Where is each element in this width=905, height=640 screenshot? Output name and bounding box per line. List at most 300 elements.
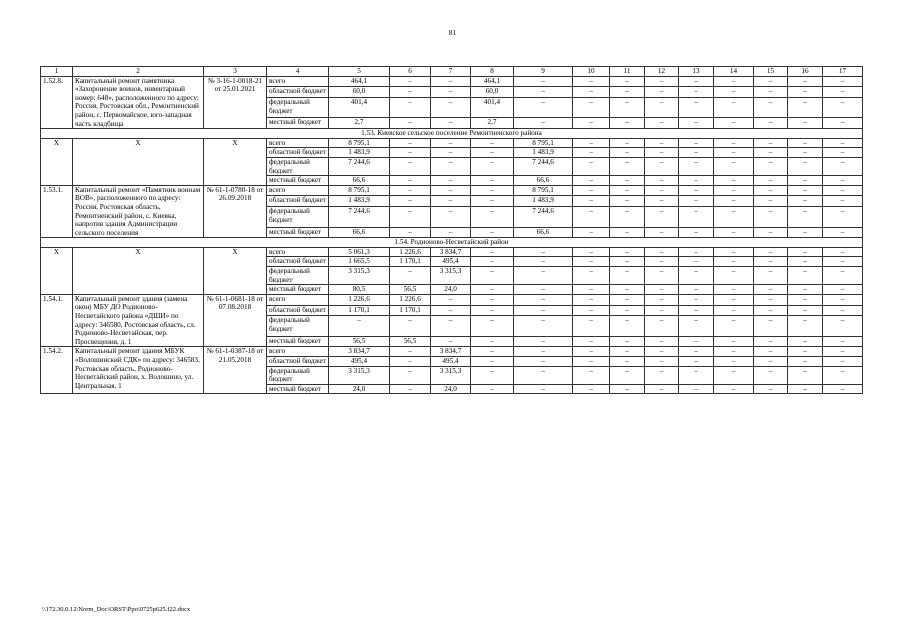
item-document: № 3-16-1-0018-21 от 25.01.2021	[204, 76, 267, 129]
column-number: 14	[714, 67, 754, 77]
amount-cell: –	[610, 285, 645, 295]
amount-cell: –	[573, 357, 610, 367]
amount-cell: –	[610, 227, 645, 238]
funding-source: федеральный бюджет	[267, 267, 329, 285]
amount-cell: 56,5	[329, 336, 390, 347]
column-number: 8	[471, 67, 514, 77]
amount-cell: –	[788, 357, 823, 367]
amount-cell: 66,6	[514, 227, 573, 238]
funding-source: федеральный бюджет	[267, 207, 329, 227]
funding-source: всего	[267, 76, 329, 87]
item-name: Капитальный ремонт здания (замена окон) МБУ ДО Родионово-Несветайского района «ДШИ» по адресу: 346580, Ростовская область, сл. Родионово-Несветайская, пер. Просвещения, д. 1	[73, 294, 204, 347]
amount-cell: –	[610, 185, 645, 196]
amount-cell: –	[714, 336, 754, 347]
amount-cell: –	[573, 316, 610, 336]
amount-cell: –	[471, 196, 514, 207]
amount-cell: –	[471, 305, 514, 316]
amount-cell: –	[471, 357, 514, 367]
amount-cell: –	[610, 294, 645, 305]
column-number: 9	[514, 67, 573, 77]
amount-cell: –	[390, 207, 431, 227]
amount-cell: –	[390, 196, 431, 207]
section-row	[41, 129, 863, 139]
amount-cell: –	[471, 247, 514, 257]
amount-cell: –	[645, 294, 679, 305]
amount-cell: –	[754, 118, 788, 129]
amount-cell: –	[390, 148, 431, 158]
amount-cell: –	[610, 118, 645, 129]
item-document: № 61-1-0387-18 от 21.05.2018	[204, 347, 267, 394]
amount-cell: –	[714, 257, 754, 267]
amount-cell: –	[714, 247, 754, 257]
amount-cell: –	[754, 227, 788, 238]
funding-source: федеральный бюджет	[267, 316, 329, 336]
section-title: 1.53. Киевское сельское поселение Ремонтненского района	[41, 129, 863, 139]
funding-source: федеральный бюджет	[267, 98, 329, 118]
amount-cell: 3 834,7	[431, 347, 471, 357]
amount-cell: –	[431, 98, 471, 118]
amount-cell: –	[679, 285, 714, 295]
amount-cell: –	[679, 176, 714, 186]
amount-cell: –	[788, 185, 823, 196]
amount-cell: –	[714, 207, 754, 227]
amount-cell: –	[573, 285, 610, 295]
amount-cell: –	[714, 357, 754, 367]
amount-cell: –	[645, 157, 679, 175]
amount-cell: –	[431, 336, 471, 347]
amount-cell: 495,4	[431, 357, 471, 367]
amount-cell: 1 226,6	[390, 294, 431, 305]
amount-cell: –	[431, 118, 471, 129]
amount-cell: –	[788, 157, 823, 175]
funding-source: федеральный бюджет	[267, 366, 329, 384]
amount-cell: –	[573, 257, 610, 267]
column-number: 16	[788, 67, 823, 77]
funding-source: всего	[267, 294, 329, 305]
amount-cell: –	[390, 366, 431, 384]
amount-cell: –	[431, 157, 471, 175]
column-number: 15	[754, 67, 788, 77]
amount-cell: –	[645, 176, 679, 186]
amount-cell: –	[514, 247, 573, 257]
amount-cell: 1 170,1	[390, 257, 431, 267]
funding-source: областной бюджет	[267, 357, 329, 367]
amount-cell: –	[823, 347, 863, 357]
amount-cell: –	[754, 76, 788, 87]
item-document: № 61-1-0681-18 от 07.08.2018	[204, 294, 267, 347]
column-number: 7	[431, 67, 471, 77]
amount-cell: –	[573, 227, 610, 238]
amount-cell: 401,4	[471, 98, 514, 118]
amount-cell: –	[573, 148, 610, 158]
amount-cell: –	[573, 118, 610, 129]
budget-table-body	[41, 67, 863, 394]
item-number: Х	[41, 247, 73, 294]
funding-source: областной бюджет	[267, 196, 329, 207]
item-number: 1.54.1.	[41, 294, 73, 347]
amount-cell: –	[514, 285, 573, 295]
amount-cell: –	[679, 357, 714, 367]
funding-source: областной бюджет	[267, 305, 329, 316]
amount-cell: –	[390, 98, 431, 118]
column-number: 12	[645, 67, 679, 77]
amount-cell: –	[471, 294, 514, 305]
amount-cell: 8 795,1	[329, 138, 390, 148]
amount-cell: –	[610, 384, 645, 394]
amount-cell: –	[645, 285, 679, 295]
amount-cell: –	[714, 157, 754, 175]
table-row	[41, 76, 863, 87]
table-row	[41, 138, 863, 148]
table-row	[41, 294, 863, 305]
amount-cell: –	[788, 98, 823, 118]
item-number: 1.54.2.	[41, 347, 73, 394]
amount-cell: –	[471, 316, 514, 336]
column-number: 3	[204, 67, 267, 77]
funding-source: местный бюджет	[267, 118, 329, 129]
amount-cell: 66,6	[514, 176, 573, 186]
amount-cell: –	[514, 76, 573, 87]
amount-cell: –	[679, 227, 714, 238]
amount-cell: 7 244,6	[514, 157, 573, 175]
funding-source: федеральный бюджет	[267, 157, 329, 175]
amount-cell: –	[645, 366, 679, 384]
amount-cell: –	[645, 87, 679, 98]
amount-cell: –	[431, 196, 471, 207]
amount-cell: –	[390, 347, 431, 357]
amount-cell: –	[431, 176, 471, 186]
amount-cell: –	[823, 384, 863, 394]
amount-cell: –	[823, 316, 863, 336]
amount-cell: –	[390, 185, 431, 196]
amount-cell: –	[471, 157, 514, 175]
amount-cell: –	[610, 257, 645, 267]
amount-cell: –	[471, 185, 514, 196]
section-title: 1.54. Родионово-Несветайский район	[41, 238, 863, 248]
amount-cell: –	[788, 76, 823, 87]
amount-cell: 401,4	[329, 98, 390, 118]
amount-cell: –	[823, 118, 863, 129]
amount-cell: –	[714, 285, 754, 295]
amount-cell: 24,0	[431, 285, 471, 295]
amount-cell: –	[471, 138, 514, 148]
amount-cell: 1 483,9	[329, 148, 390, 158]
amount-cell: –	[754, 316, 788, 336]
amount-cell: –	[573, 98, 610, 118]
column-number: 1	[41, 67, 73, 77]
amount-cell: –	[714, 185, 754, 196]
table-row	[41, 185, 863, 196]
amount-cell: –	[823, 357, 863, 367]
item-document: Х	[204, 138, 267, 185]
amount-cell: –	[471, 267, 514, 285]
column-number: 2	[73, 67, 204, 77]
amount-cell: 7 244,6	[329, 157, 390, 175]
amount-cell: –	[390, 227, 431, 238]
funding-source: областной бюджет	[267, 148, 329, 158]
amount-cell: –	[679, 294, 714, 305]
amount-cell: 7 244,6	[329, 207, 390, 227]
amount-cell: 1 483,9	[329, 196, 390, 207]
amount-cell: –	[823, 247, 863, 257]
amount-cell: –	[471, 257, 514, 267]
amount-cell: –	[754, 157, 788, 175]
amount-cell: –	[514, 294, 573, 305]
amount-cell: –	[823, 76, 863, 87]
amount-cell: –	[610, 247, 645, 257]
amount-cell: –	[573, 157, 610, 175]
amount-cell: –	[471, 207, 514, 227]
amount-cell: 3 834,7	[431, 247, 471, 257]
amount-cell: –	[679, 305, 714, 316]
amount-cell: 2,7	[329, 118, 390, 129]
amount-cell: –	[714, 87, 754, 98]
amount-cell: 1 665,5	[329, 257, 390, 267]
amount-cell: –	[754, 305, 788, 316]
amount-cell: –	[788, 347, 823, 357]
amount-cell: –	[823, 196, 863, 207]
amount-cell: –	[679, 157, 714, 175]
amount-cell: –	[573, 384, 610, 394]
amount-cell: 1 226,6	[329, 294, 390, 305]
amount-cell: –	[431, 305, 471, 316]
table-row	[41, 247, 863, 257]
amount-cell: –	[573, 267, 610, 285]
amount-cell: 80,5	[329, 285, 390, 295]
amount-cell: –	[823, 294, 863, 305]
column-number: 10	[573, 67, 610, 77]
amount-cell: –	[431, 185, 471, 196]
amount-cell: –	[714, 294, 754, 305]
amount-cell: –	[679, 247, 714, 257]
amount-cell: 2,7	[471, 118, 514, 129]
funding-source: местный бюджет	[267, 336, 329, 347]
amount-cell: –	[390, 267, 431, 285]
amount-cell: –	[390, 76, 431, 87]
amount-cell: –	[754, 138, 788, 148]
item-name: Х	[73, 138, 204, 185]
amount-cell: –	[610, 347, 645, 357]
amount-cell: –	[573, 196, 610, 207]
amount-cell: –	[390, 118, 431, 129]
amount-cell: –	[610, 336, 645, 347]
amount-cell: –	[573, 138, 610, 148]
amount-cell: –	[754, 267, 788, 285]
amount-cell: –	[823, 336, 863, 347]
amount-cell: –	[573, 347, 610, 357]
amount-cell: –	[645, 357, 679, 367]
amount-cell: –	[788, 207, 823, 227]
amount-cell: 8 795,1	[514, 138, 573, 148]
amount-cell: 1 226,6	[390, 247, 431, 257]
amount-cell: 24,0	[329, 384, 390, 394]
amount-cell: –	[573, 87, 610, 98]
item-name: Капитальный ремонт здания МБУК «Волошинский СДК» по адресу: 346583, Ростовская область, Родионово-Несветайский район, х. Волошино, ул. Центральная, 1	[73, 347, 204, 394]
amount-cell: –	[754, 148, 788, 158]
amount-cell: –	[754, 87, 788, 98]
amount-cell: 60,0	[329, 87, 390, 98]
amount-cell: –	[471, 285, 514, 295]
column-number: 5	[329, 67, 390, 77]
section-row	[41, 238, 863, 248]
column-number: 6	[390, 67, 431, 77]
amount-cell: –	[573, 366, 610, 384]
amount-cell: 1 170,1	[390, 305, 431, 316]
amount-cell: –	[788, 294, 823, 305]
amount-cell: –	[714, 148, 754, 158]
amount-cell: –	[679, 118, 714, 129]
amount-cell: –	[431, 294, 471, 305]
amount-cell: –	[471, 384, 514, 394]
amount-cell: –	[645, 384, 679, 394]
amount-cell: –	[645, 118, 679, 129]
amount-cell: –	[823, 366, 863, 384]
amount-cell: –	[431, 138, 471, 148]
amount-cell: –	[754, 257, 788, 267]
amount-cell: –	[471, 366, 514, 384]
amount-cell: –	[645, 347, 679, 357]
amount-cell: –	[754, 347, 788, 357]
item-name: Капитальный ремонт «Памятник воинам ВОВ», расположенного по адресу: Россия, Ростовская область, Ремонтненский район, с. Киевка, напротив здания Администрации сельского поселения	[73, 185, 204, 238]
amount-cell: –	[645, 305, 679, 316]
amount-cell: –	[514, 347, 573, 357]
amount-cell: –	[823, 207, 863, 227]
item-number: 1.52.8.	[41, 76, 73, 129]
amount-cell: –	[679, 336, 714, 347]
amount-cell: 495,4	[329, 357, 390, 367]
amount-cell: –	[823, 98, 863, 118]
column-number: 11	[610, 67, 645, 77]
column-number: 4	[267, 67, 329, 77]
amount-cell: –	[679, 257, 714, 267]
amount-cell: –	[823, 257, 863, 267]
amount-cell: –	[645, 196, 679, 207]
amount-cell: 1 170,1	[329, 305, 390, 316]
amount-cell: –	[514, 118, 573, 129]
amount-cell: –	[514, 384, 573, 394]
amount-cell: 3 315,3	[329, 366, 390, 384]
amount-cell: –	[573, 247, 610, 257]
amount-cell: –	[679, 185, 714, 196]
amount-cell: –	[754, 196, 788, 207]
amount-cell: –	[754, 294, 788, 305]
amount-cell: –	[573, 336, 610, 347]
amount-cell: –	[788, 336, 823, 347]
amount-cell: –	[714, 305, 754, 316]
amount-cell: –	[679, 138, 714, 148]
amount-cell: –	[679, 316, 714, 336]
amount-cell: –	[788, 247, 823, 257]
amount-cell: –	[610, 357, 645, 367]
item-document: Х	[204, 247, 267, 294]
amount-cell: –	[610, 87, 645, 98]
amount-cell: –	[390, 138, 431, 148]
amount-cell: –	[645, 316, 679, 336]
amount-cell: –	[514, 267, 573, 285]
amount-cell: –	[471, 176, 514, 186]
amount-cell: –	[679, 76, 714, 87]
amount-cell: –	[471, 148, 514, 158]
amount-cell: –	[514, 316, 573, 336]
amount-cell: –	[471, 336, 514, 347]
amount-cell: 8 795,1	[329, 185, 390, 196]
amount-cell: –	[431, 87, 471, 98]
amount-cell: –	[514, 366, 573, 384]
table-row	[41, 347, 863, 357]
amount-cell: –	[679, 87, 714, 98]
amount-cell: –	[610, 98, 645, 118]
amount-cell: –	[788, 196, 823, 207]
amount-cell: 7 244,6	[514, 207, 573, 227]
amount-cell: –	[679, 366, 714, 384]
item-name: Капитальный ремонт памятника «Захоронение воинов, инвентарный номер: 648», расположенного по адресу: Россия, Ростовская обл., Ремонтненский район, с. Первомайское, юго-западная часть кладбища	[73, 76, 204, 129]
amount-cell: –	[471, 347, 514, 357]
amount-cell: –	[823, 87, 863, 98]
amount-cell: –	[788, 227, 823, 238]
item-document: № 61-1-0780-18 от 26.09.2018	[204, 185, 267, 238]
amount-cell: –	[823, 148, 863, 158]
amount-cell: –	[823, 227, 863, 238]
amount-cell: –	[431, 316, 471, 336]
amount-cell: –	[573, 76, 610, 87]
amount-cell: –	[645, 257, 679, 267]
amount-cell: –	[610, 157, 645, 175]
amount-cell: –	[823, 138, 863, 148]
amount-cell: –	[714, 227, 754, 238]
page-number: 81	[448, 28, 457, 37]
column-number: 13	[679, 67, 714, 77]
amount-cell: –	[573, 305, 610, 316]
amount-cell: –	[431, 148, 471, 158]
funding-source: местный бюджет	[267, 227, 329, 238]
amount-cell: –	[754, 176, 788, 186]
amount-cell: –	[514, 336, 573, 347]
amount-cell: –	[390, 357, 431, 367]
item-number: Х	[41, 138, 73, 185]
amount-cell: –	[329, 316, 390, 336]
amount-cell: 464,1	[471, 76, 514, 87]
amount-cell: –	[714, 267, 754, 285]
amount-cell: –	[788, 176, 823, 186]
amount-cell: –	[390, 384, 431, 394]
amount-cell: 1 483,9	[514, 148, 573, 158]
amount-cell: –	[645, 207, 679, 227]
amount-cell: –	[823, 285, 863, 295]
amount-cell: –	[645, 76, 679, 87]
amount-cell: –	[714, 196, 754, 207]
amount-cell: –	[679, 148, 714, 158]
amount-cell: –	[823, 176, 863, 186]
amount-cell: –	[610, 76, 645, 87]
amount-cell: –	[679, 207, 714, 227]
amount-cell: –	[754, 247, 788, 257]
funding-source: областной бюджет	[267, 257, 329, 267]
amount-cell: 8 795,1	[514, 185, 573, 196]
amount-cell: –	[390, 157, 431, 175]
amount-cell: –	[788, 138, 823, 148]
amount-cell: –	[754, 357, 788, 367]
funding-source: всего	[267, 138, 329, 148]
amount-cell: 66,6	[329, 227, 390, 238]
amount-cell: –	[645, 227, 679, 238]
funding-source: всего	[267, 347, 329, 357]
amount-cell: –	[645, 336, 679, 347]
funding-source: областной бюджет	[267, 87, 329, 98]
item-name: Х	[73, 247, 204, 294]
amount-cell: 3 834,7	[329, 347, 390, 357]
amount-cell: –	[610, 176, 645, 186]
amount-cell: 3 315,3	[329, 267, 390, 285]
